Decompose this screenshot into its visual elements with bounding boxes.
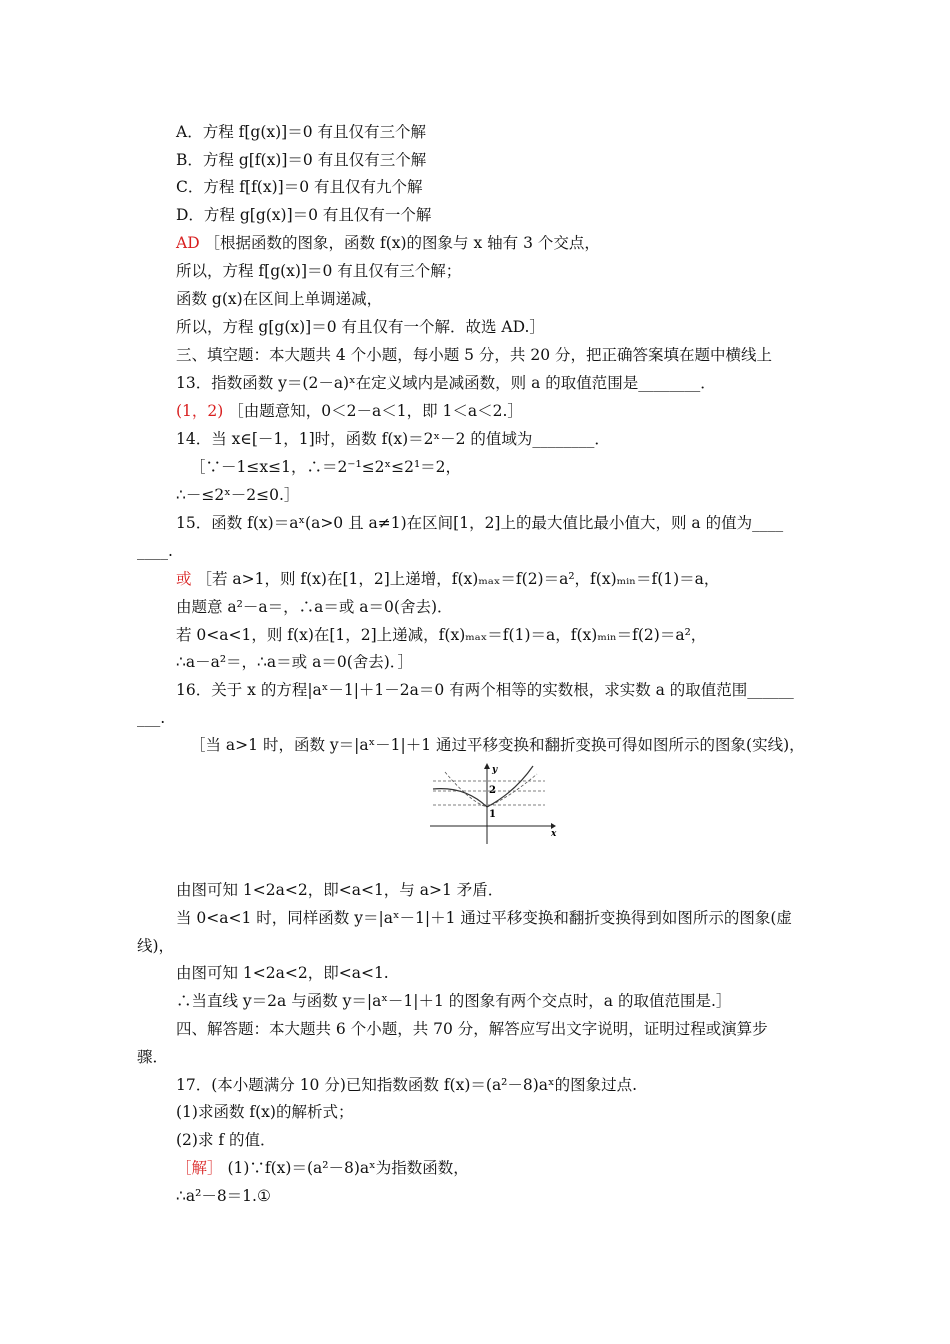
text-line: [176, 317, 545, 337]
line-text: 所以，方程 g[g(x)]＝0 有且仅有一个解．故选 AD.］: [176, 318, 545, 336]
text-line: [137, 541, 173, 561]
text-line: [176, 991, 731, 1011]
text-line: [176, 963, 389, 983]
line-text: 函数 g(x)在区间上单调递减，: [176, 290, 383, 308]
line-text: ∴当直线 y＝2a 与函数 y＝|aˣ－1|＋1 的图象有两个交点时，a 的取值范围是.］: [176, 992, 732, 1010]
line-text: ［当 a>1 时，函数 y＝|aˣ－1|＋1 通过平移变换和翻折变换可得如图所示的图象(实线)，: [190, 736, 805, 754]
text-line: [176, 1186, 271, 1206]
text-line: [176, 569, 719, 589]
y-axis-arrow: [484, 763, 490, 769]
label-2: 2: [489, 785, 496, 796]
line-text: ____.: [137, 542, 173, 560]
text-line: [176, 880, 503, 900]
line-text: ［由题意知，0＜2－a＜1，即 1＜a＜2.］: [223, 402, 523, 420]
text-line: [176, 625, 706, 645]
text-line: [137, 708, 165, 728]
text-line: [176, 1075, 637, 1095]
line-text: (1)求函数 f(x)的解析式；: [176, 1103, 354, 1121]
text-line: [137, 936, 174, 956]
text-line: [176, 1130, 276, 1150]
answer-tag: AD: [176, 234, 200, 252]
text-line: [176, 122, 426, 142]
line-text: ∴－≤2ˣ－2≤0.］: [176, 486, 300, 504]
line-text: 15．函数 f(x)＝aˣ(a>0 且 a≠1)在区间[1，2]上的最大值比最小值大，则 a 的值为____: [176, 514, 784, 532]
text-line: [176, 261, 461, 281]
line-text: C．方程 f[f(x)]＝0 有且仅有九个解: [176, 178, 423, 196]
text-line: [176, 373, 716, 393]
line-text: ___.: [137, 709, 166, 727]
line-text: D．方程 g[g(x)]＝0 有且仅有一个解: [176, 206, 432, 224]
line-text: 由题意 a²－a＝，∴a＝或 a＝0(舍去)．: [176, 598, 453, 616]
line-text: 四、解答题：本大题共 6 个小题，共 70 分，解答应写出文字说明，证明过程或演算步: [176, 1020, 768, 1038]
line-text: 所以，方程 f[g(x)]＝0 有且仅有三个解；: [176, 262, 462, 280]
text-line: [176, 401, 523, 421]
text-line: [176, 233, 600, 253]
text-line: [176, 485, 299, 505]
text-line: [176, 429, 610, 449]
line-text: (2)求 f 的值．: [176, 1131, 276, 1149]
line-text: 16．关于 x 的方程|aˣ－1|＋1－2a＝0 有两个相等的实数根，求实数 a 的取值范围______: [176, 681, 794, 699]
line-text: (1)∵f(x)＝(a²－8)aˣ为指数函数，: [222, 1159, 469, 1177]
text-line: [176, 652, 413, 672]
y-axis-label: y: [492, 765, 498, 775]
answer-tag: (1，2): [176, 402, 224, 420]
text-line: [190, 735, 805, 755]
line-text: ［∵－1≤x≤1，∴＝2⁻¹≤2ˣ≤2¹＝2，: [190, 458, 462, 476]
text-line: [176, 177, 422, 197]
line-text: 17．(本小题满分 10 分)已知指数函数 f(x)＝(a²－8)aˣ的图象过点.: [176, 1076, 638, 1094]
text-line: [176, 513, 783, 533]
line-text: ∴a－a²＝，∴a＝或 a＝0(舍去)．］: [176, 653, 414, 671]
answer-tag: 或: [176, 570, 192, 588]
label-1: 1: [489, 809, 496, 820]
x-axis-label: x: [551, 829, 557, 839]
line-text: A．方程 f[g(x)]＝0 有且仅有三个解: [176, 123, 426, 141]
text-line: [176, 680, 794, 700]
line-text: 14．当 x∈[－1，1]时，函数 f(x)＝2ˣ－2 的值域为________．: [176, 430, 610, 448]
text-line: [137, 1047, 168, 1067]
line-text: ［根据函数的图象，函数 f(x)的图象与 x 轴有 3 个交点，: [199, 234, 600, 252]
line-text: 三、填空题：本大题共 4 个小题，每小题 5 分，共 20 分，把正确答案填在题中横线上: [176, 346, 773, 364]
text-line: [176, 1019, 768, 1039]
answer-tag: ［解］: [176, 1159, 223, 1177]
line-text: 当 0<a<1 时，同样函数 y＝|aˣ－1|＋1 通过平移变换和翻折变换得到如图所示的图象(虚: [176, 909, 792, 927]
line-text: ［若 a>1，则 f(x)在[1，2]上递增，f(x)ₘₐₓ＝f(2)＝a²，f(x)ₘᵢₙ＝f(1)＝a，: [191, 570, 720, 588]
line-text: 若 0<a<1，则 f(x)在[1，2]上递减，f(x)ₘₐₓ＝f(1)＝a，f(x)ₘᵢₙ＝f(2)＝a²，: [176, 626, 707, 644]
text-line: [190, 457, 461, 477]
text-line: [176, 289, 382, 309]
text-line: [176, 908, 792, 928]
line-text: B．方程 g[f(x)]＝0 有且仅有三个解: [176, 151, 427, 169]
text-line: [176, 150, 426, 170]
line-text: 线)，: [137, 937, 175, 955]
line-text: 骤．: [137, 1048, 169, 1066]
text-line: [176, 1158, 469, 1178]
text-line: [176, 1102, 353, 1122]
line-text: 由图可知 1<2a<2，即<a<1.: [176, 964, 389, 982]
text-line: [176, 345, 772, 365]
line-text: ∴a²－8＝1.①: [176, 1187, 271, 1205]
text-line: [176, 597, 453, 617]
line-text: 13．指数函数 y＝(2－a)ˣ在定义域内是减函数，则 a 的取值范围是________．: [176, 374, 716, 392]
line-text: 由图可知 1<2a<2，即<a<1，与 a>1 矛盾．: [176, 881, 504, 899]
text-line: [176, 205, 431, 225]
function-graph-figure: [425, 762, 560, 844]
